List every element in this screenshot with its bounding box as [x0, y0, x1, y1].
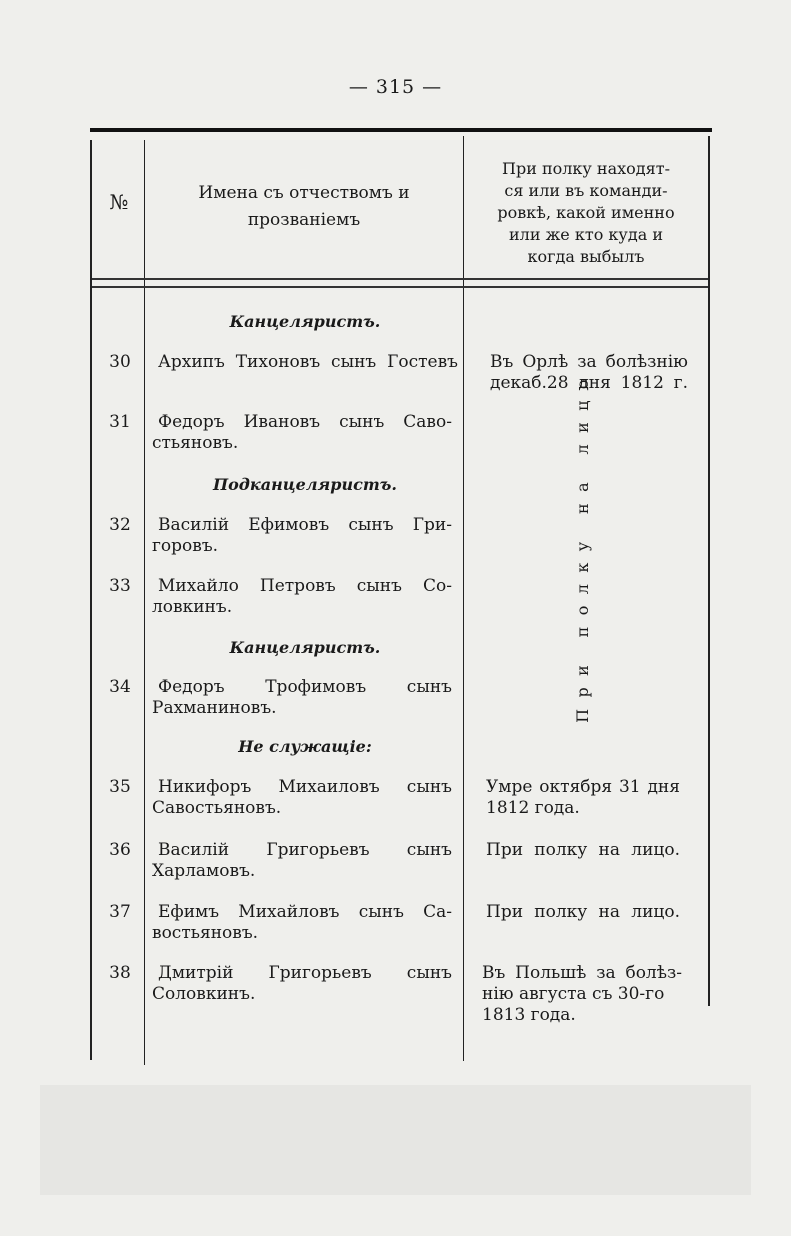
row-name-line: Федоръ Трофимовъ сынъ — [158, 677, 452, 697]
row-name — [152, 677, 452, 719]
row-name-line: Василій Ефимовъ сынъ Гри- — [158, 515, 452, 535]
row-name-line: Ефимъ Михайловъ сынъ Са- — [158, 902, 452, 922]
header-number: № — [109, 190, 129, 214]
row-name-line: стьяновъ. — [152, 433, 239, 453]
row-name-line: Архипъ Тихоновъ сынъ Гостевъ — [158, 352, 458, 372]
page-number: — 315 — — [348, 76, 443, 98]
vertical-status-text: При полку на лицо — [572, 367, 592, 723]
scan-background-shade — [40, 1085, 751, 1195]
row-number: 34 — [109, 677, 131, 697]
row-name-line: Соловкинъ. — [152, 984, 256, 1004]
row-status — [486, 840, 680, 861]
row-status-line: Умре октября 31 дня — [486, 777, 680, 797]
row-status-line: Въ Польшѣ за болѣз- — [482, 963, 682, 983]
row-status-line: При полку на лицо. — [486, 902, 680, 922]
header-status — [470, 158, 702, 268]
section-heading: Канцеляристъ. — [229, 312, 381, 331]
row-status-line: 1812 года. — [486, 798, 580, 818]
header-status-line: ся или въ команди- — [504, 181, 668, 200]
table-top-rule — [90, 128, 712, 132]
section-heading: Канцеляристъ. — [229, 638, 381, 657]
row-name-line: Харламовъ. — [152, 861, 256, 881]
row-name — [152, 576, 452, 618]
row-number: 36 — [109, 840, 131, 860]
row-number: 37 — [109, 902, 131, 922]
row-name-line: Василій Григорьевъ сынъ — [158, 840, 452, 860]
header-name — [148, 180, 460, 234]
row-name-line: Никифоръ Михаиловъ сынъ — [158, 777, 452, 797]
row-name-line: Рахманиновъ. — [152, 698, 277, 718]
row-name — [152, 412, 452, 454]
row-name — [152, 963, 452, 1005]
row-name-line: востьяновъ. — [152, 923, 259, 943]
row-name-line: ловкинъ. — [152, 597, 233, 617]
header-name-line: прозваніемъ — [247, 210, 361, 230]
row-name-line: Савостьяновъ. — [152, 798, 282, 818]
section-heading: Не служащіе: — [238, 737, 372, 756]
row-status-line: При полку на лицо. — [486, 840, 680, 860]
header-name-line: Имена съ отчествомъ и — [198, 183, 410, 203]
header-status-line: При полку находят- — [502, 159, 670, 178]
header-double-rule — [92, 278, 708, 288]
row-name — [152, 515, 452, 557]
row-name-line: Дмитрій Григорьевъ сынъ — [158, 963, 452, 983]
row-status — [486, 902, 680, 923]
row-name-line: Михайло Петровъ сынъ Со- — [158, 576, 452, 596]
row-number: 35 — [109, 777, 131, 797]
row-name-line: горовъ. — [152, 536, 219, 556]
row-status — [482, 963, 682, 1026]
row-number: 38 — [109, 963, 131, 983]
header-status-line: когда выбылъ — [527, 247, 645, 266]
row-status-line: нію августа съ 30-го 1813 года. — [482, 984, 665, 1025]
section-heading: Подканцеляристъ. — [213, 475, 397, 494]
row-name — [158, 352, 458, 373]
header-status-line: ровкѣ, какой именно — [497, 203, 675, 222]
row-name — [152, 902, 452, 944]
row-number: 30 — [109, 352, 131, 372]
header-status-line: или же кто куда и — [509, 225, 663, 244]
row-status-line: Въ Орлѣ за болѣзнію — [490, 352, 688, 372]
row-number: 33 — [109, 576, 131, 596]
row-number: 31 — [109, 412, 131, 432]
row-status-line: декаб.28 дня 1812 г. — [490, 373, 688, 393]
row-name — [152, 777, 452, 819]
row-number: 32 — [109, 515, 131, 535]
row-name-line: Федоръ Ивановъ сынъ Саво- — [158, 412, 452, 432]
row-status — [486, 777, 680, 819]
column-divider-status — [463, 136, 464, 1061]
row-name — [152, 840, 452, 882]
vertical-status-note — [572, 367, 592, 723]
table-right-border — [708, 136, 710, 1006]
